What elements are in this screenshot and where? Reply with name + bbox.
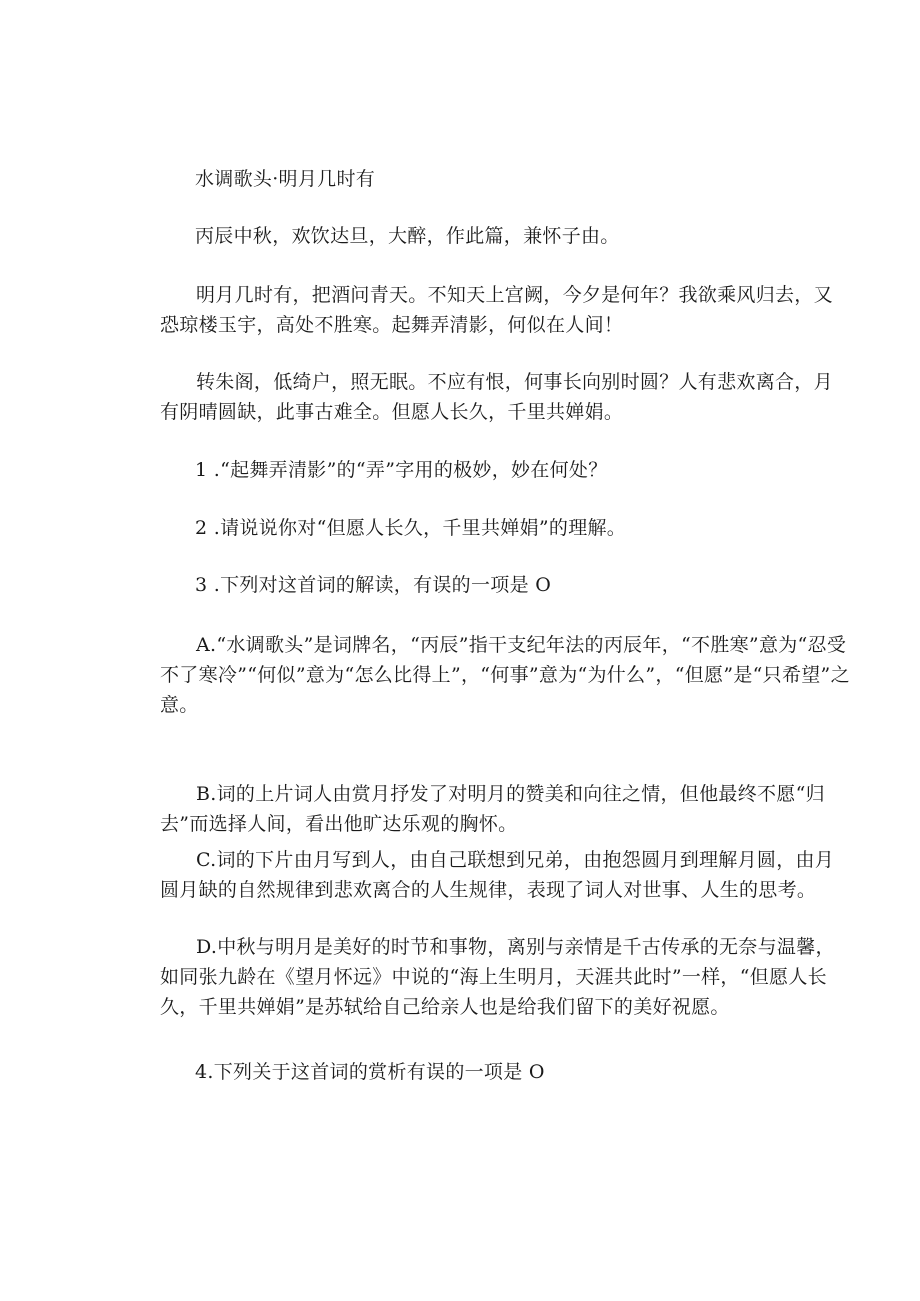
poem-title: 水调歌头·明月几时有 [195, 168, 376, 190]
option-c: C.词的下片由月写到人，由自己联想到兄弟，由抱怨圆月到理解月圆，由月圆月缺的自然规律到悲欢离合的人生规律，表现了词人对世事、人生的思考。 [160, 849, 835, 901]
option-a: A.“水调歌头”是词牌名，“丙辰”指干支纪年法的丙辰年，“不胜寒”意为“忍受不了寒冷”“何似”意为“怎么比得上”，“何事”意为“为什么”，“但愿”是“只希望”之意。 [160, 634, 850, 716]
question-2: 2 .请说说你对“但愿人长久，千里共婵娟”的理解。 [195, 517, 627, 539]
question-4: 4.下列关于这首词的赏析有误的一项是 O [195, 1061, 545, 1083]
option-b: B.词的上片词人由赏月抒发了对明月的赞美和向往之情，但他最终不愿“归去”而选择人间，看出他旷达乐观的胸怀。 [160, 783, 825, 835]
poem-verse-upper: 明月几时有，把酒问青天。不知天上宫阙，今夕是何年？我欲乘风归去，又恐琼楼玉宇，高处不胜寒。起舞弄清影，何似在人间！ [160, 284, 833, 336]
poem-preface: 丙辰中秋，欢饮达旦，大醉，作此篇，兼怀子由。 [195, 225, 620, 247]
poem-verse-lower: 转朱阁，低绮户，照无眠。不应有恨，何事长向别时圆？人有悲欢离合，月有阴晴圆缺，此事古难全。但愿人长久，千里共婵娟。 [160, 371, 833, 423]
question-3: 3 .下列对这首词的解读，有误的一项是 O [195, 574, 552, 596]
question-1: 1 .“起舞弄清影”的“弄”字用的极妙，妙在何处？ [195, 459, 608, 481]
option-d: D.中秋与明月是美好的时节和事物，离别与亲情是千古传承的无奈与温馨，如同张九龄在《望月怀远》中说的“海上生明月，天涯共此时”一样，“但愿人长久，千里共婵娟”是苏轼给自己给亲人也是给我们留下的美好祝愿。 [160, 936, 835, 1018]
